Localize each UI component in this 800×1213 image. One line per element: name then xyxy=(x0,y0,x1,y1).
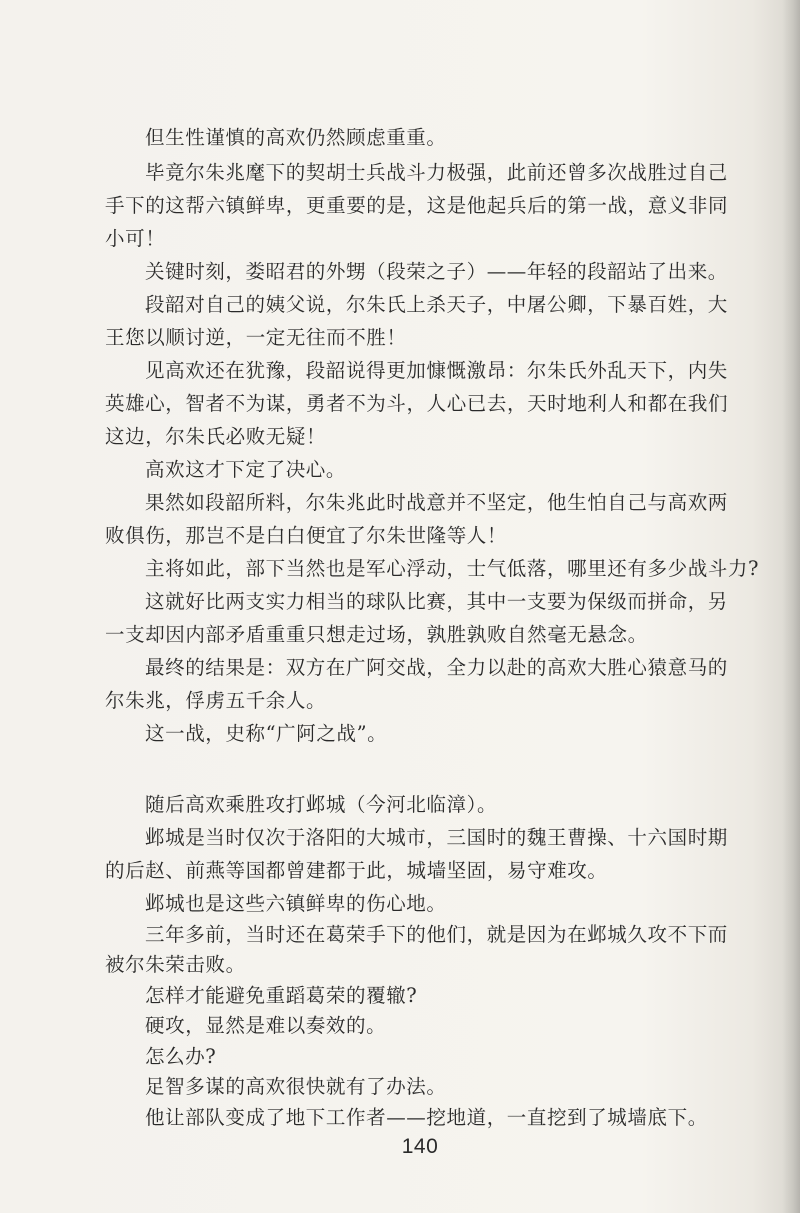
paragraph-line: 怎么办? xyxy=(145,1045,217,1068)
page-number: 140 xyxy=(401,1135,439,1158)
paragraph-line: 尔朱兆，俘虏五千余人。 xyxy=(105,689,327,712)
page-edge-shadow xyxy=(782,0,800,1213)
paragraph-line: 这边，尔朱氏必败无疑！ xyxy=(105,425,327,448)
paragraph-line: 这一战，史称“广阿之战”。 xyxy=(145,722,388,745)
paragraph-line: 英雄心，智者不为谋，勇者不为斗，人心已去，天时地利人和都在我们 xyxy=(105,392,729,415)
paragraph-line: 硬攻，显然是难以奏效的。 xyxy=(145,1014,387,1037)
paragraph-line: 败俱伤，那岂不是白白便宜了尔朱世隆等人！ xyxy=(105,524,508,547)
paragraph-line: 主将如此，部下当然也是军心浮动，士气低落，哪里还有多少战斗力? xyxy=(145,557,760,580)
paragraph-line: 一支却因内部矛盾重重只想走过场，孰胜孰败自然毫无悬念。 xyxy=(105,623,648,646)
paragraph-line: 手下的这帮六镇鲜卑，更重要的是，这是他起兵后的第一战，意义非同 xyxy=(105,194,729,217)
paragraph-line: 这就好比两支实力相当的球队比赛，其中一支要为保级而拼命，另 xyxy=(145,590,728,613)
paragraph-line: 最终的结果是：双方在广阿交战，全力以赴的高欢大胜心猿意马的 xyxy=(145,656,728,679)
paragraph-line: 三年多前，当时还在葛荣手下的他们，就是因为在邺城久攻不下而 xyxy=(145,923,728,946)
paragraph-line: 被尔朱荣击败。 xyxy=(105,953,246,976)
paragraph-line: 的后赵、前燕等国都曾建都于此，城墙坚固，易守难攻。 xyxy=(105,859,608,882)
paragraph-line: 见高欢还在犹豫，段韶说得更加慷慨激昂：尔朱氏外乱天下，内失 xyxy=(145,359,728,382)
paragraph-line: 毕竟尔朱兆麾下的契胡士兵战斗力极强，此前还曾多次战胜过自己 xyxy=(145,161,728,184)
paragraph-line: 邺城是当时仅次于洛阳的大城市，三国时的魏王曹操、十六国时期 xyxy=(145,826,728,849)
paragraph-line: 王您以顺讨逆，一定无往而不胜！ xyxy=(105,326,407,349)
paragraph-line: 随后高欢乘胜攻打邺城（今河北临漳）。 xyxy=(145,793,498,816)
paragraph-line: 他让部队变成了地下工作者——挖地道，一直挖到了城墙底下。 xyxy=(145,1106,708,1129)
paragraph-line: 段韶对自己的姨父说，尔朱氏上杀天子，中屠公卿，下暴百姓，大 xyxy=(145,293,728,316)
paragraph-line: 但生性谨慎的高欢仍然顾虑重重。 xyxy=(145,126,447,149)
paragraph-line: 怎样才能避免重蹈葛荣的覆辙? xyxy=(145,984,418,1007)
paragraph-line: 高欢这才下定了决心。 xyxy=(145,458,347,481)
paragraph-line: 小可！ xyxy=(105,227,166,250)
paragraph-line: 关键时刻，娄昭君的外甥（段荣之子）——年轻的段韶站了出来。 xyxy=(145,260,728,283)
paragraph-line: 足智多谋的高欢很快就有了办法。 xyxy=(145,1075,447,1098)
paragraph-line: 果然如段韶所料，尔朱兆此时战意并不坚定，他生怕自己与高欢两 xyxy=(145,491,728,514)
paragraph-line: 邺城也是这些六镇鲜卑的伤心地。 xyxy=(145,892,447,915)
